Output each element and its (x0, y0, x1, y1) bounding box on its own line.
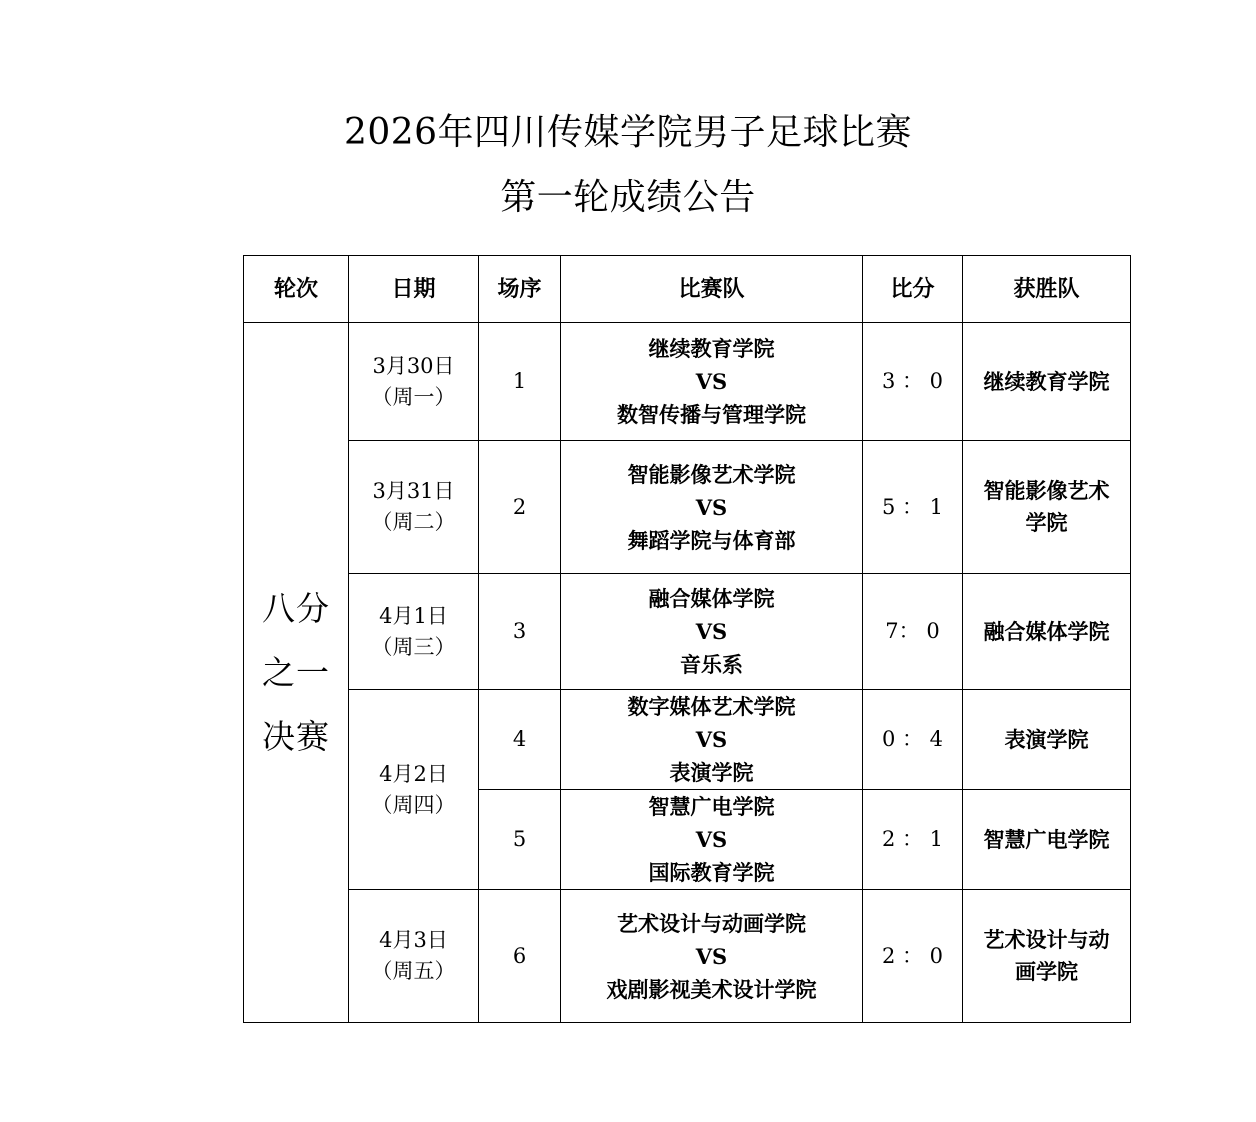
score-cell: 7： 0 (863, 574, 963, 690)
teams-cell (561, 441, 863, 574)
winner-line: 学院 (1025, 510, 1068, 535)
match-number: 3 (479, 574, 561, 690)
score-cell: 2 ： 1 (863, 790, 963, 890)
winner-line: 融合媒体学院 (983, 618, 1110, 644)
table-row (244, 441, 1131, 574)
match-weekday: （周三） (371, 634, 456, 659)
team-a: 数字媒体艺术学院 (627, 694, 796, 719)
date-cell (349, 690, 479, 890)
vs-label: VS (695, 827, 728, 852)
winner-line: 画学院 (1015, 959, 1078, 984)
vs-label: VS (695, 727, 728, 752)
date-cell (349, 441, 479, 574)
vs-label: VS (695, 619, 728, 644)
winner-cell (963, 323, 1131, 441)
winner-cell (963, 441, 1131, 574)
header-score: 比分 (863, 256, 963, 323)
match-date: 3月31日 (372, 479, 455, 503)
team-a: 智能影像艺术学院 (627, 461, 796, 487)
header-teams: 比赛队 (561, 256, 863, 323)
teams-cell (561, 690, 863, 790)
document-title: 2026年四川传媒学院男子足球比赛 (343, 112, 913, 153)
team-a: 融合媒体学院 (648, 586, 775, 611)
match-number: 6 (479, 890, 561, 1023)
round-cell (244, 323, 349, 1023)
winner-line: 继续教育学院 (983, 368, 1110, 394)
score-cell: 5 ： 1 (863, 441, 963, 574)
match-date: 4月3日 (379, 928, 448, 952)
document-subtitle: 第一轮成绩公告 (500, 177, 756, 218)
winner-line: 智慧广电学院 (983, 826, 1110, 852)
round-label-line: 八分 (262, 588, 330, 628)
round-label-line: 之一 (262, 652, 330, 692)
teams-cell (561, 323, 863, 441)
teams-cell (561, 574, 863, 690)
team-b: 表演学院 (669, 760, 754, 785)
team-b: 戏剧影视美术设计学院 (606, 976, 817, 1002)
match-number: 4 (479, 690, 561, 790)
team-a: 艺术设计与动画学院 (617, 910, 806, 936)
team-a: 继续教育学院 (648, 336, 775, 361)
winner-line: 智能影像艺术 (983, 478, 1110, 503)
winner-cell (963, 690, 1131, 790)
match-date: 4月1日 (379, 603, 448, 628)
match-weekday: （周二） (371, 510, 456, 534)
match-weekday: （周五） (371, 959, 456, 983)
teams-cell (561, 790, 863, 890)
results-table (243, 255, 1131, 1023)
match-number: 2 (479, 441, 561, 574)
date-cell (349, 890, 479, 1023)
team-b: 音乐系 (680, 652, 743, 677)
team-b: 国际教育学院 (648, 860, 775, 885)
round-label-line: 决赛 (262, 716, 330, 756)
table-row (244, 574, 1131, 690)
header-match-no: 场序 (479, 256, 561, 323)
match-number: 5 (479, 790, 561, 890)
score-cell: 3 ： 0 (863, 323, 963, 441)
vs-label: VS (695, 943, 728, 969)
header-date: 日期 (349, 256, 479, 323)
match-weekday: （周一） (371, 384, 456, 409)
table-row (244, 890, 1131, 1023)
header-round: 轮次 (244, 256, 349, 323)
match-number: 1 (479, 323, 561, 441)
winner-cell (963, 890, 1131, 1023)
table-row (244, 690, 1131, 790)
score-cell: 0 ： 4 (863, 690, 963, 790)
date-cell (349, 323, 479, 441)
score-cell: 2 ： 0 (863, 890, 963, 1023)
teams-cell (561, 890, 863, 1023)
team-b: 舞蹈学院与体育部 (627, 527, 796, 553)
date-cell (349, 574, 479, 690)
winner-cell (963, 574, 1131, 690)
header-winner: 获胜队 (963, 256, 1131, 323)
table-header-row (244, 256, 1131, 323)
vs-label: VS (695, 369, 728, 394)
winner-line: 表演学院 (1004, 726, 1089, 752)
table-row (244, 323, 1131, 441)
match-date: 3月30日 (372, 353, 455, 378)
winner-cell (963, 790, 1131, 890)
match-weekday: （周四） (371, 792, 456, 817)
winner-line: 艺术设计与动 (983, 927, 1110, 952)
match-date: 4月2日 (379, 761, 448, 786)
team-b: 数智传播与管理学院 (617, 402, 806, 427)
vs-label: VS (695, 494, 728, 520)
team-a: 智慧广电学院 (648, 794, 775, 819)
